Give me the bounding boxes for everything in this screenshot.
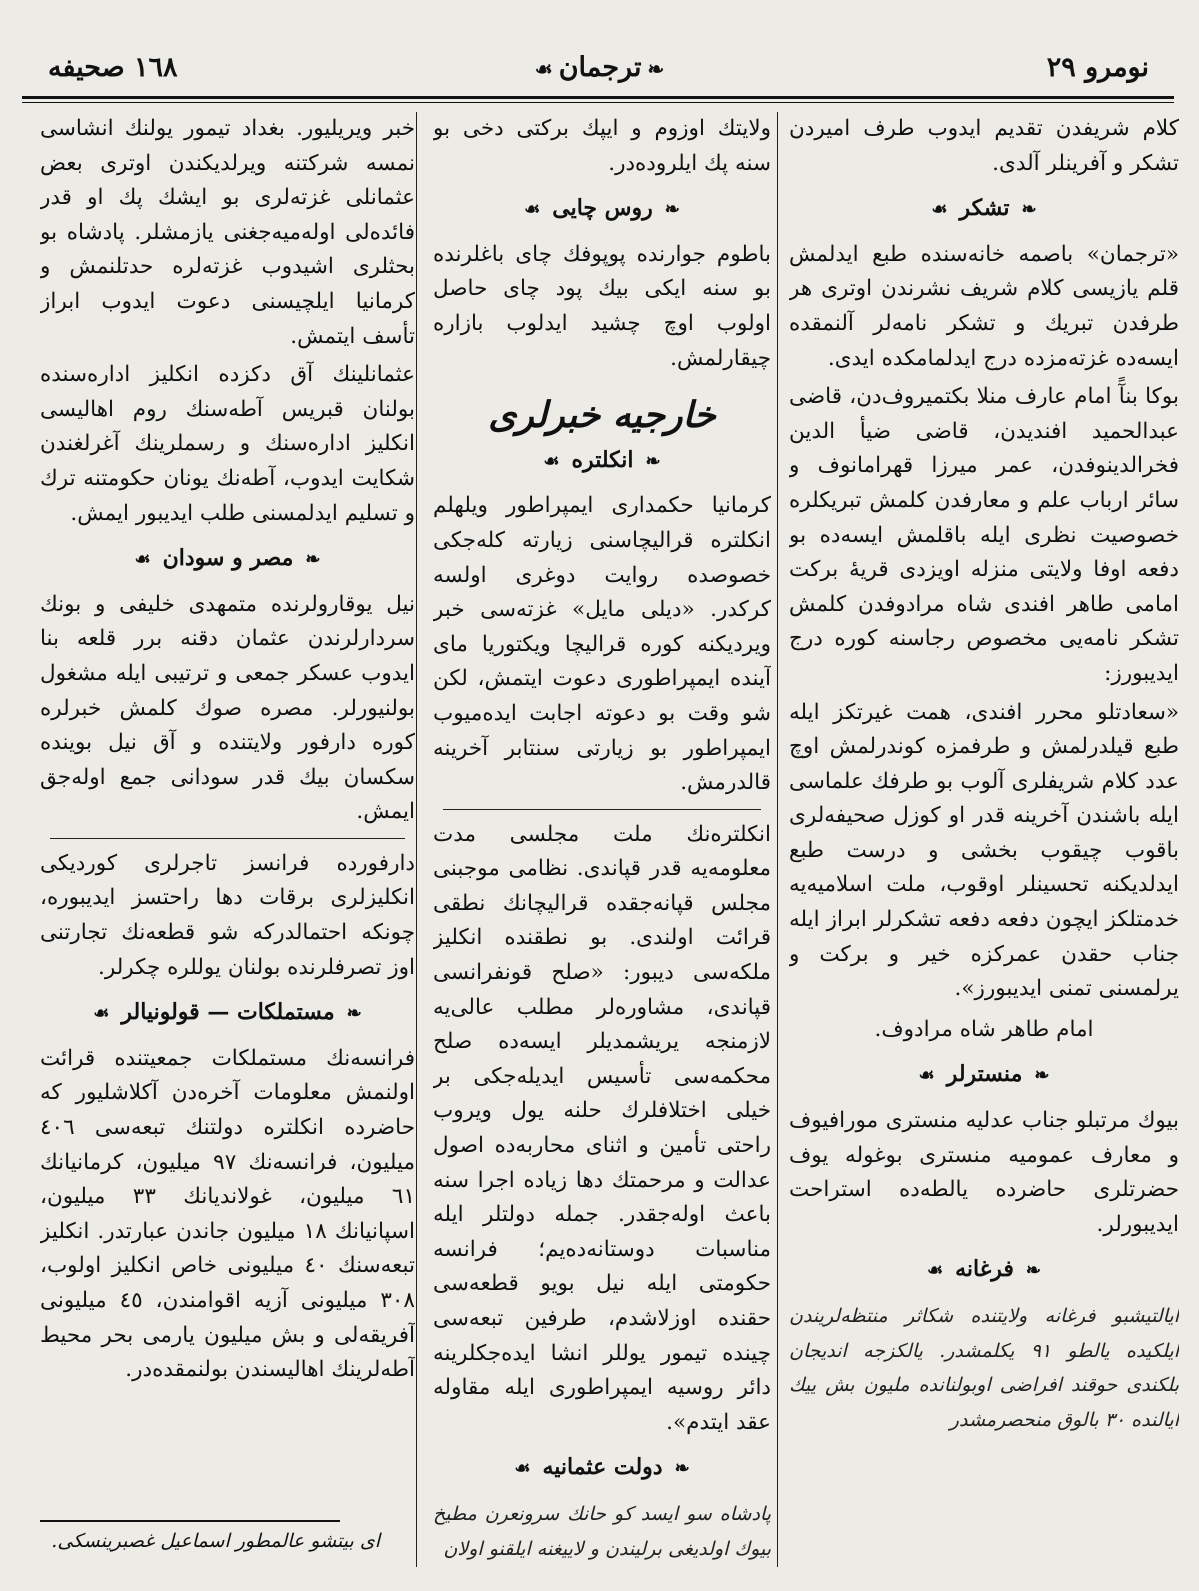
column-left [40,112,415,1572]
ornament-icon: ☙ [134,549,151,571]
ornament-icon: ☙ [931,199,948,221]
heading-text: فرغانه [955,1256,1014,1283]
heading-text: مصر و سودان [162,545,294,572]
ornament-icon: ❧ [674,1458,690,1480]
section-heading [789,191,1179,228]
section-heading [789,1057,1179,1094]
column-divider [777,112,778,1567]
paragraph: انکلتره‌نك ملت مجلسی مدت معلومه‌یه قدر قپاندی. نظامی موجبنی مجلس قپانه‌جقده قرالیچانك نطقی قرائت اولندی. بو نطقنده انکلیز ملکه‌سی دیبور: «صلح قونفرانسی قپاندی، مشاوره‌لر مطلب عالی‌یه لازمنجه یریشمدیلر ایسه‌ده صلح محکمه‌سی تأسیس ایدیله‌جکی بر خیلی اختلافلرك حلنه یول ویروب راحتی تأمین و اثنای محاربه‌ده اصول عدالت و مرحمتك دها زیاده اجرا سنه باعث اوله‌جقدر. جمله دولتلر ایله مناسبات دوستانه‌ده‌یم؛ فرانسه حکومتی ایله نیل بویو قطعه‌سی حقنده اوزلاشدم، طرفین تبعه‌سی چینده تیمور یوللر انشا ایده‌جکلرینه دائر روسیه ایمپراطوری ایله مقاوله عقد ایتدم». [433,821,771,1435]
ornament-icon: ❧ [664,199,680,221]
ornament-icon: ❧ [305,549,321,571]
heading-text: دولت عثمانیه [542,1454,663,1481]
paragraph: خبر ویریلیور. بغداد تیمور یولنك انشاسی نمسه شرکتنه ویرلدیکندن اوتری بعض عثمانلی غزته‌لری بو ایشك پك او قدر فائده‌لی اوله‌میه‌جغنی یازمشلر. پادشاه بو بحثلری اشیدوب غزته‌لره حدتلنمش و کرمانیا ایلچیسنی دعوت ایدوب ابراز تأسف ایتمش. [40,116,415,349]
issue-number: نومرو ٢٩ [1046,52,1149,83]
heading-text: انکلتره [571,446,634,473]
signature: امام طاهر شاه مرادوف. [874,1016,1094,1042]
paragraph: عثمانلینك آق دکزده انکلیز اداره‌سنده بولنان قبریس آطه‌سنك روم اهالیسی انکلیز اداره‌سنك و رسملرینك آغرلغندن شکایت ایدوب، آطه‌نك یونان حکومتنه ترك و تسلیم ایدلمسنی طلب ایدیبور ایمش. [40,362,415,526]
handwritten-footer-note: ای بیتشو عالمطور اسماعیل غصبرینسکی. [51,1530,380,1552]
heading-text: روس چایی [552,195,653,222]
paragraph: ولایتك اوزوم و ایپك برکتی دخی بو سنه پك ایلروده‌در. [433,116,771,176]
section-heading [789,1252,1179,1289]
paragraph: کرمانیا حکمداری ایمپراطور ویلهلم انکلتره قرالیچاسنی زیارته کله‌جکی خصوصده روایت دوغری اولسه کرکدر. «دیلی مایل» غزته‌سی خبر ویردیکنه کوره قرالیچا ویکتوریا مای آینده ایمپراطوری دعوت ایتمش، لکن شو وقت بو دعوته اجابت ایده‌میوب ایمپراطور بو زیارتی سنتابر آخرینه قالدرمش. [433,493,771,796]
ornament-icon: ☙ [534,56,553,81]
ornament-icon: ❧ [346,1003,362,1025]
heading-text: منسترلر [946,1061,1023,1088]
masthead [30,44,1169,94]
ornament-icon: ☙ [918,1065,935,1087]
paragraph: کلام شریفدن تقدیم ایدوب طرف امیردن تشکر و آفرینلر آلدی. [789,116,1179,176]
handwritten-paragraph: پادشاه سو ایسد کو حانك سرونعرن مطیخ بیوك اولدیغی برلیندن و لاییغنه ایلقنو اولان [433,1502,771,1560]
ornament-icon: ❧ [647,56,665,81]
paragraph: دارفورده فرانسز تاجرلری کوردیکی انکلیزلری برقات دها راحتسز ایدیبوره، چونکه احتمالدرکه شو قطعه‌نك تجارتنی اوز تصرفلرنده بولنان یوللره چکرلر. [40,850,415,980]
ornament-icon: ☙ [543,450,560,472]
separator [443,809,761,810]
paragraph: بوکا بنآً امام عارف منلا بکتمیروف‌دن، قاضی عبدالحمید افندیدن، قاضی ضیأ الدین فخرالدینوفدن، عمر میرزا قهرامانوف و سائر ارباب علم و معارفدن کلمش تبریکلره خصوصیت نظری ایله باقلمش ایسه‌ده بو دفعه اوفا ولایتی منزله اویزدی قریهٔ برکت امامی طاهر افندی شاه مرادوفدن کلمش تشکر نامه‌یی مخصوص رجاسنه کوره درج ایدیبورز: [789,384,1179,686]
heading-text: تشکر [959,195,1010,222]
ornament-icon: ❧ [1021,199,1037,221]
title-text: ترجمان [558,52,642,83]
ornament-icon: ❧ [1034,1065,1050,1087]
separator [50,838,405,839]
ornament-icon: ☙ [926,1260,944,1282]
ornament-icon: ☙ [514,1458,531,1480]
section-heading [40,995,415,1032]
footer-rule [40,1520,340,1522]
heading-text: مستملکات — قولونیالر [121,999,335,1026]
paragraph: بیوك مرتبلو جناب عدلیه منستری مورافیوف و معارف عمومیه منستری بوغوله یوف حضرتلری حاضرده یالطه‌ده استراحت ایدیبورلر. [789,1108,1179,1237]
ornament-icon: ☙ [524,199,541,221]
section-heading [40,541,415,578]
section-heading [433,443,771,480]
paragraph: نیل یوقارولرنده متمهدی خلیفی و بونك سردارلرندن عثمان دقنه برر قلعه بنا ایدوب عسکر جمعی و ترتیبی ایله مشغول بولنیورلر. مصره صوك کلمش خبرلره کوره دارفور ولایتنده و آق نیل بوینده سکسان بیك قدر سودانی جمع اوله‌جق ایمش. [40,591,415,825]
ornament-icon: ☙ [93,1003,110,1025]
section-heading [433,191,771,228]
column-divider [416,112,417,1567]
page-number: ١٦٨ صحيفه [48,52,178,83]
column-right [789,112,1179,1572]
column-middle [433,112,771,1572]
header-rule-thin [22,102,1174,103]
header-rule [22,96,1174,99]
handwritten-paragraph: ایالتیشبو فرغانه ولایتنده شکاثر منتظه‌لریندن ایلکیده یالطو ۹۱ یکلمشدر. یالکزجه اندیجان بلکندی حوقند افراضی اوبولنانده ملیون بش ییك ایالنده ۳۰ بالوق منحصرمشدر [789,1305,1179,1431]
section-heading [433,1450,771,1487]
ornament-icon: ❧ [1025,1260,1041,1282]
foreign-news-heading: خارجیه خبرلری [488,394,716,437]
paragraph: فرانسه‌نك مستملکات جمعیتنده قرائت اولنمش معلومات آخره‌دن آکلاشلیور که حاضرده انکلتره دولتنك تبعه‌سی ٤٠٦ میلیون، فرانسه‌نك ٩٧ میلیون، کرمانیانك ٦١ میلیون، غولاندیانك ٣٣ میلیون، اسپانیانك ١٨ میلیون جاندن عبارتدر. انکلیز تبعه‌سنك ٤٠ میلیونی خاص انکلیز اولوب، ٣٠٨ میلیونی آزیه اقوامندن، ٤٥ میلیونی آفریقه‌لی و بش میلیون یارمی بحر محیط آطه‌لرینك اهالیسندن بولنمقده‌در. [40,1045,415,1383]
paragraph: «ترجمان» باصمه خانه‌سنده طبع ایدلمش قلم یازیسی کلام شریف نشرندن اوتری هر طرفدن تبریك و تشکر نامه‌لر آلنمقده ایسه‌ده غزته‌مزده درج ایدلمامکده ایدی. [789,241,1179,371]
paragraph: باطوم جوارنده پوپوفك چای باغلرنده بو سنه ایکی بیك پود چای حاصل اولوب اوچ چشید ایدلوب بازاره چیقارلمش. [433,241,771,371]
paragraph: «سعادتلو محرر افندی، همت غیرتکز ایله طبع قیلدرلمش و طرفمزه کوندرلمش اوچ عدد کلام شریفلری آلوب بو طرفك علماسی ایله باشندن آخرینه قدر او کوزل صحیفه‌لری باقوب چیقوب بخشی و درست طبع ایدلدیکنه تحسینلر اوقوب، ملت اسلامیه‌یه خدمتلکز ایچون دفعه دفعه تشکرلر ابراز ایله جناب حقدن عمرکزه خیر و برکت و یرلمسنی تمنی ایدیبورز». [789,699,1179,1002]
newspaper-title [529,52,670,83]
ornament-icon: ❧ [645,450,661,472]
